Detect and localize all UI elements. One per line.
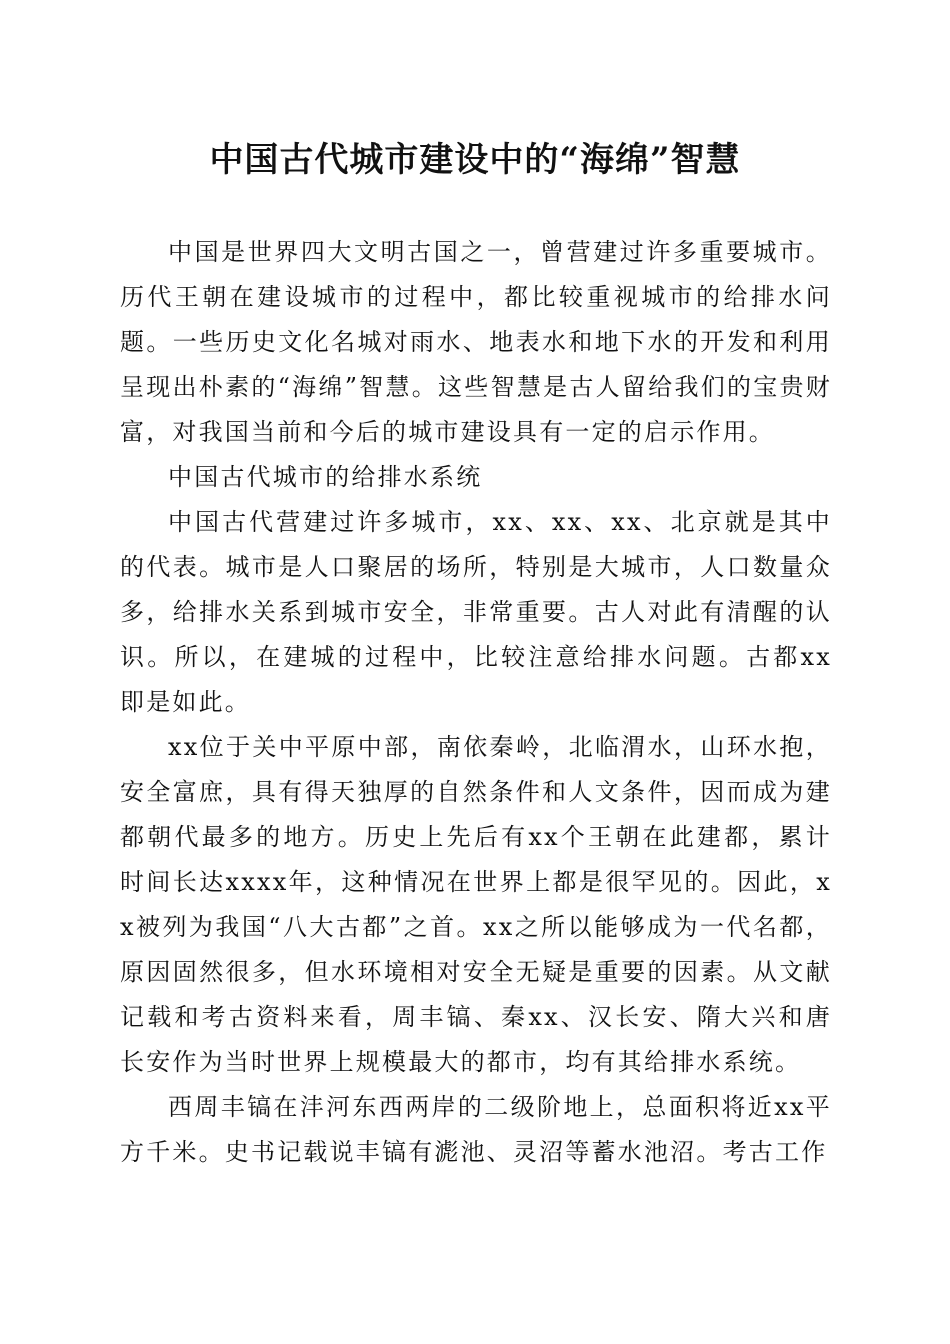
section-heading: 中国古代城市的给排水系统 xyxy=(168,463,483,491)
paragraph-capital: xx位于关中平原中部，南依秦岭，北临渭水，山环水抱，安全富庶，具有得天独厚的自然条件和人文条件，因而成为建都朝代最多的地方。历史上先后有xx个王朝在此建都，累计时间长达xxxx年，这种情况在世界上都是很罕见的。因此，xx被列为我国“八大古都”之首。xx之所以能够成为一代名都，原因固然很多，但水环境相对安全无疑是重要的因素。从文献记载和考古资料来看，周丰镐、秦xx、汉长安、隋大兴和唐长安作为当时世界上规模最大的都市，均有其给排水系统。 xyxy=(120,733,832,1076)
document-title: 中国古代城市建设中的“海绵”智慧 xyxy=(209,140,741,180)
paragraph-intro: 中国是世界四大文明古国之一，曾营建过许多重要城市。历代王朝在建设城市的过程中，都比较重视城市的给排水问题。一些历史文化名城对雨水、地表水和地下水的开发和利用呈现出朴素的“海绵”智慧。这些智慧是古人留给我们的宝贵财富，对我国当前和今后的城市建设具有一定的启示作用。 xyxy=(120,238,832,446)
paragraph-cities: 中国古代营建过许多城市，xx、xx、xx、北京就是其中的代表。城市是人口聚居的场所，特别是大城市，人口数量众多，给排水关系到城市安全，非常重要。古人对此有清醒的认识。所以，在建城的过程中，比较注意给排水问题。古都xx即是如此。 xyxy=(120,508,832,716)
document-body xyxy=(120,230,832,1175)
paragraph-fenghao: 西周丰镐在沣河东西两岸的二级阶地上，总面积将近xx平方千米。史书记载说丰镐有滮池、灵沼等蓄水池沼。考古工作 xyxy=(120,1093,832,1166)
